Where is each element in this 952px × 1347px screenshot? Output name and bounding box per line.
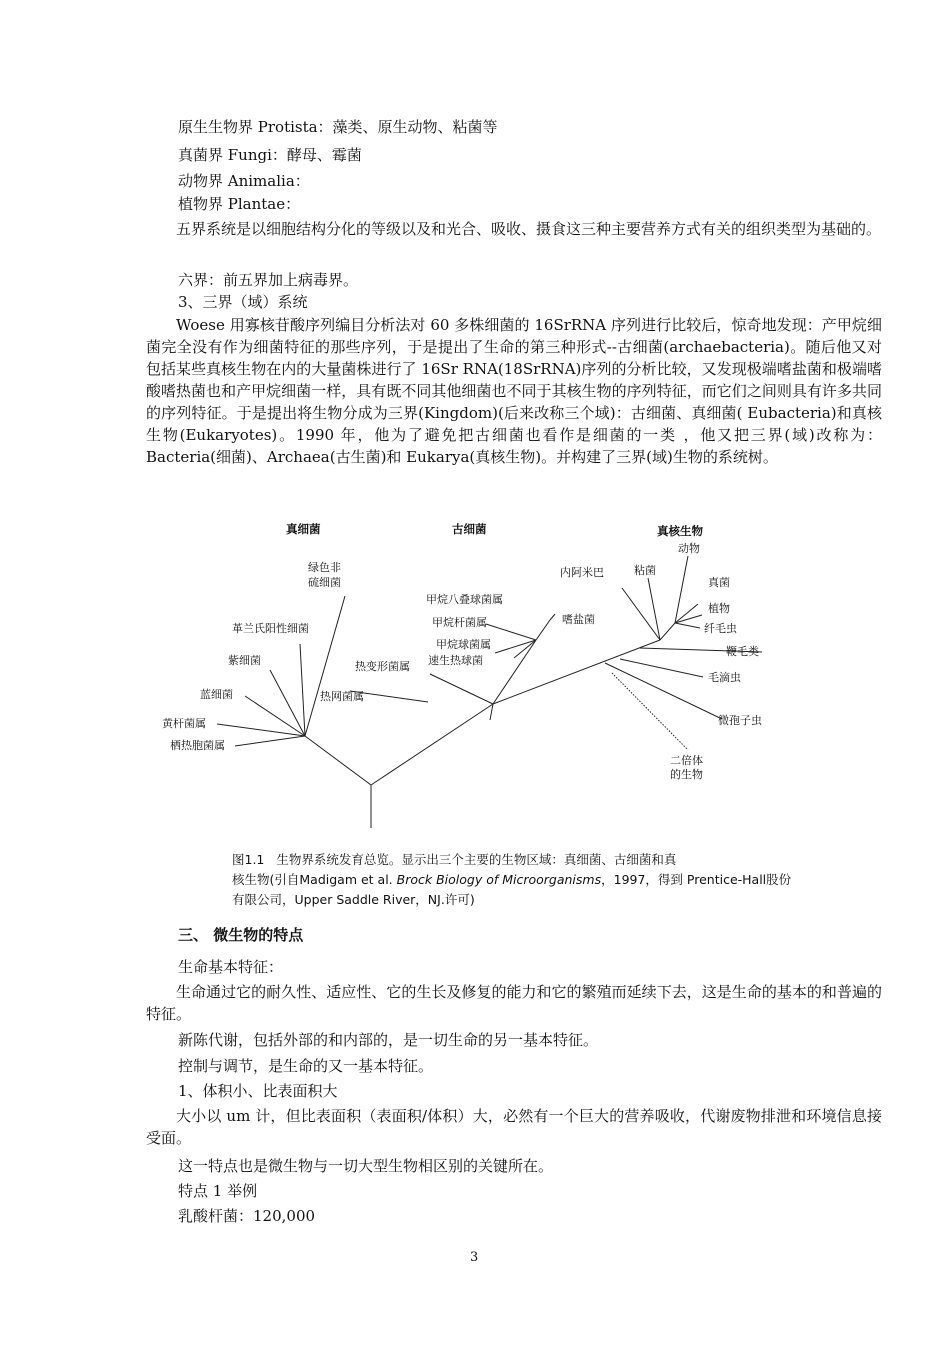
label-methanobacterium: 甲烷杆菌属 [432,616,487,629]
branch-purple [270,670,305,736]
branch-archaea-upper [493,640,536,704]
branch-thermoproteus [430,674,493,704]
branch-halophile-stub [550,614,555,620]
text-line-example-title: 特点 1 举例 [178,1182,258,1200]
figure-caption [232,850,792,910]
text-line-six-kingdom: 六界：前五界加上病毒界。 [178,271,359,289]
text-line-plantae: 植物界 Plantae： [178,195,301,213]
text-line-protista: 原生生物界 Protista：藻类、原生动物、粘菌等 [178,118,498,136]
branch-microsporidia [605,663,722,719]
branch-flavobacteria [217,724,305,736]
label-cyanobacteria: 蓝细菌 [200,688,233,701]
phylogenetic-tree-diagram [150,508,790,838]
branch-methanococcus [495,640,536,653]
label-halophiles: 嗜盐菌 [562,613,595,626]
label-thermotoga: 栖热胞菌属 [170,739,225,752]
branch-main-right [371,704,493,785]
branch-crown [660,623,675,640]
label-methanococcus: 甲烷球菌属 [436,638,491,651]
branch-animals [675,556,688,623]
caption-line-3: 有限公司，Upper Saddle River，NJ.许可) [232,892,475,907]
label-animals: 动物 [678,542,700,555]
label-trichomonads: 毛滴虫 [708,671,741,684]
paragraph-five-kingdom: 五界系统是以细胞结构分化的等级以及和光合、吸收、摄食这三种主要营养方式有关的组织类型为基础的。 [176,220,882,238]
section-heading-microbe-features: 三、 微生物的特点 [178,926,304,944]
figure-number: 图1.1 [232,852,265,867]
label-purple-bacteria: 紫细菌 [228,654,261,667]
label-entamoebae: 内阿米巴 [560,566,604,579]
label-methanosarcina: 甲烷八叠球菌属 [426,593,503,606]
text-line-animalia: 动物界 Animalia： [178,172,310,190]
text-line-key-point: 这一特点也是微生物与一切大型生物相区别的关键所在。 [178,1157,554,1175]
paragraph-life: 生命通过它的耐久性、适应性、它的生长及修复的能力和它的繁殖而延续下去，这是生命的基本的和普遍的特征。 [146,983,882,1023]
label-fungi: 真菌 [708,576,730,589]
label-flavobacteria: 黄杆菌属 [162,717,206,730]
branch-slime-molds [648,578,660,640]
text-line-point1-title: 1、体积小、比表面积大 [178,1082,338,1100]
paragraph-woese: Woese 用寡核苷酸序列编目分析法对 60 多株细菌的 16SrRNA 序列进行比较后，惊奇地发现：产甲烷细菌完全没有作为细菌特征的那些序列，于是提出了生命的第三种形式--古细菌(archaebacteria)。随后他又对包括某些真核生物在内的大量菌株进行了 16Sr RNA(18SrRNA)序列的分析比较，又发现极端嗜盐菌和极端嗜酸嗜热菌也和产甲烷细菌一样，具有既不同其他细菌也不同于其核生物的序列特征，而它们之间则具有许多共同的序列特征。于是提出将生物分成为三界(Kingdom)(后来改称三个域)：古细菌、真细菌( Eubacteria)和真核生物(Eukaryotes)。1990 年，他为了避免把古细菌也看作是细菌的一类 ，他又把三界(域)改称为：Bacteria(细菌)、Archaea(古生菌)和 Eukarya(真核生物)。并构建了三界(域)生物的系统树。 [146,316,882,466]
label-ciliates: 纤毛虫 [704,622,737,635]
label-thermoproteus: 热变形菌属 [355,660,410,673]
caption-book-title: Brock Biology of Microorganisms [396,872,602,887]
text-line-metabolism: 新陈代谢，包括外部的和内部的，是一切生命的另一基本特征。 [178,1031,599,1049]
label-microsporidia: 微孢子虫 [718,714,762,727]
label-slime-molds: 粘菌 [634,564,656,577]
label-pyrodictium: 速生热球菌 [428,654,483,667]
branch-cyanobacteria [245,696,305,736]
label-diplomonads-1: 二倍体 [670,754,703,767]
label-gram-positive: 革兰氏阳性细菌 [232,622,309,635]
label-green-nonsulfur-2: 硫细菌 [308,576,341,589]
branch-entamoebae [622,588,660,640]
branch-trichomonads [620,659,703,677]
section-3-title: 3、三界（域）系统 [178,293,308,311]
branch-eukarya-trunk [493,640,660,704]
label-diplomonads-2: 的生物 [670,768,703,781]
branch-pyrodictium [514,640,536,658]
branch-ciliates [675,623,700,628]
branch-green-nonsulfur [305,596,345,736]
domain-label-bacteria: 真细菌 [286,522,321,536]
label-thermofilum: 热网菌属 [320,690,364,703]
branch-gram-positive [300,644,305,736]
domain-label-archaea: 古细菌 [452,522,487,536]
branch-methanosarcina [486,624,536,640]
text-line-fungi: 真菌界 Fungi：酵母、霉菌 [178,146,362,164]
label-plants: 植物 [708,602,730,615]
paragraph-size: 大小以 um 计，但比表面积（表面积/体积）大，必然有一个巨大的营养吸收，代谢废物排泄和环境信息接受面。 [146,1107,882,1147]
caption-line-2: 核生物(引自Madigam et al. Brock Biology of Microorganisms，1997，得到 Prentice-Hall股份 [232,872,792,887]
label-flagellates: 鞭毛类 [726,645,759,658]
branch-halophile-base [536,620,550,640]
caption-line-1: 图1.1 生物界系统发育总览。显示出三个主要的生物区域：真细菌、古细菌和真 [232,852,677,867]
text-line-lactobacillus: 乳酸杆菌：120,000 [178,1207,316,1225]
text-line-life-basic: 生命基本特征： [178,958,284,976]
branch-thermotoga [235,736,305,746]
label-green-nonsulfur-1: 绿色非 [308,561,341,574]
text-line-control: 控制与调节，是生命的又一基本特征。 [178,1057,434,1075]
domain-label-eukarya: 真核生物 [657,524,703,538]
branch-archaea-stub [490,704,493,720]
branch-bacteria-trunk [305,736,371,785]
branch-plants [675,615,702,623]
page-number: 3 [470,1250,479,1265]
